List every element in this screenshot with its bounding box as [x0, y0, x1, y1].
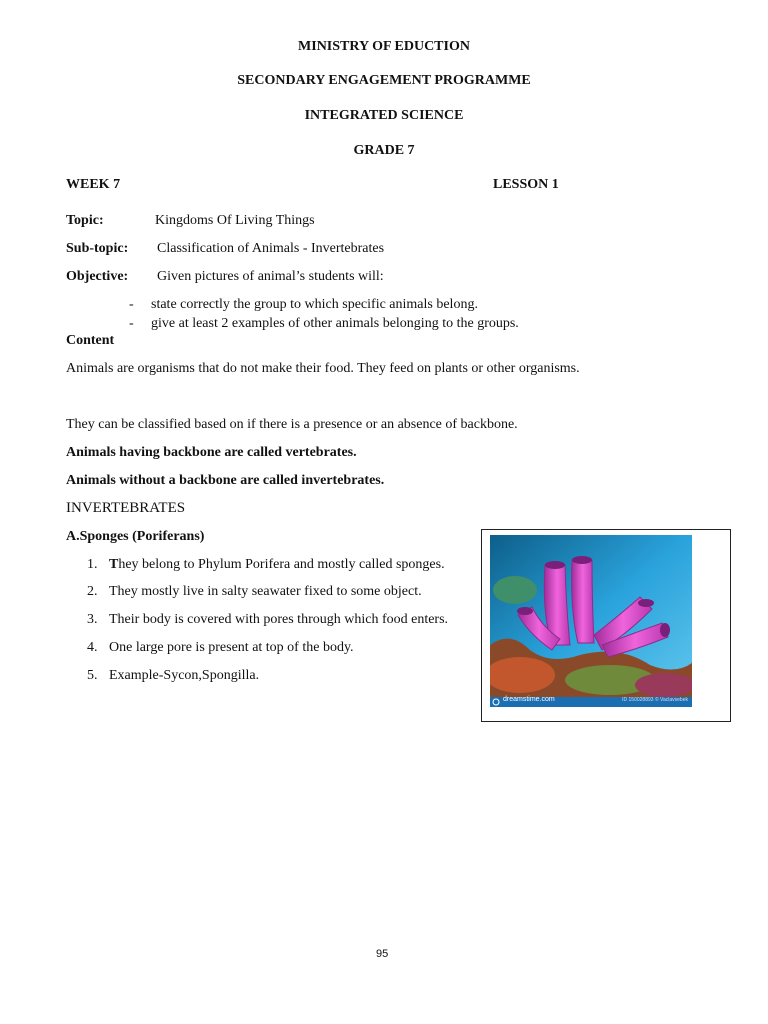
- objective-bullet: -: [129, 316, 134, 331]
- subtopic-value: Classification of Animals - Invertebrates: [157, 241, 385, 256]
- list-item: [87, 640, 354, 656]
- content-heading: Content: [66, 333, 115, 348]
- topic-value: Kingdoms Of Living Things: [155, 213, 315, 228]
- subject-title: INTEGRATED SCIENCE: [304, 108, 464, 123]
- objective-value: Given pictures of animal’s students will:: [157, 269, 384, 284]
- list-number: 5.: [87, 668, 98, 683]
- list-number: 4.: [87, 640, 98, 655]
- list-text-initial: T: [109, 557, 119, 572]
- figure-frame: [481, 529, 731, 722]
- list-item: [87, 584, 422, 600]
- list-item: [87, 557, 445, 573]
- list-number: 3.: [87, 612, 98, 627]
- photo-id-text: ID 150028893 © Vaclavsebek: [622, 697, 688, 703]
- list-text: One large pore is present at top of the body.: [109, 640, 354, 655]
- objective-bullet: -: [129, 297, 134, 312]
- topic-label: Topic:: [66, 213, 104, 228]
- lesson-label: LESSON 1: [493, 177, 559, 192]
- subtopic-label: Sub-topic:: [66, 241, 129, 256]
- objective-label: Objective:: [66, 269, 129, 284]
- programme-title: SECONDARY ENGAGEMENT PROGRAMME: [237, 73, 531, 88]
- page-number: 95: [376, 948, 389, 960]
- list-text: Example-Sycon,Spongilla.: [109, 668, 260, 683]
- grade-title: GRADE 7: [353, 143, 415, 158]
- list-text: Their body is covered with pores through which food enters.: [109, 612, 449, 627]
- list-number: 1.: [87, 557, 98, 572]
- list-item: [87, 668, 259, 684]
- list-number: 2.: [87, 584, 98, 599]
- subsection-heading: A.Sponges (Poriferans): [66, 529, 205, 544]
- sponge-photo: [490, 535, 692, 707]
- content-paragraph: They can be classified based on if there is a presence or an absence of backbone.: [66, 417, 518, 432]
- watermark-text: dreamstime.com: [503, 696, 555, 703]
- objective-item: state correctly the group to which specific animals belong.: [151, 297, 478, 312]
- list-item: [87, 612, 448, 628]
- section-heading: INVERTEBRATES: [66, 500, 186, 516]
- invertebrates-statement: Animals without a backbone are called invertebrates.: [66, 473, 385, 488]
- objective-item: give at least 2 examples of other animals belonging to the groups.: [151, 316, 519, 331]
- content-paragraph: Animals are organisms that do not make their food. They feed on plants or other organisms.: [66, 361, 580, 376]
- list-text: They mostly live in salty seawater fixed to some object.: [109, 584, 422, 599]
- ministry-title: MINISTRY OF EDUCTION: [298, 39, 470, 54]
- list-text: hey belong to Phylum Porifera and mostly called sponges.: [118, 557, 445, 572]
- vertebrates-statement: Animals having backbone are called vertebrates.: [66, 445, 357, 460]
- week-label: WEEK 7: [66, 177, 121, 192]
